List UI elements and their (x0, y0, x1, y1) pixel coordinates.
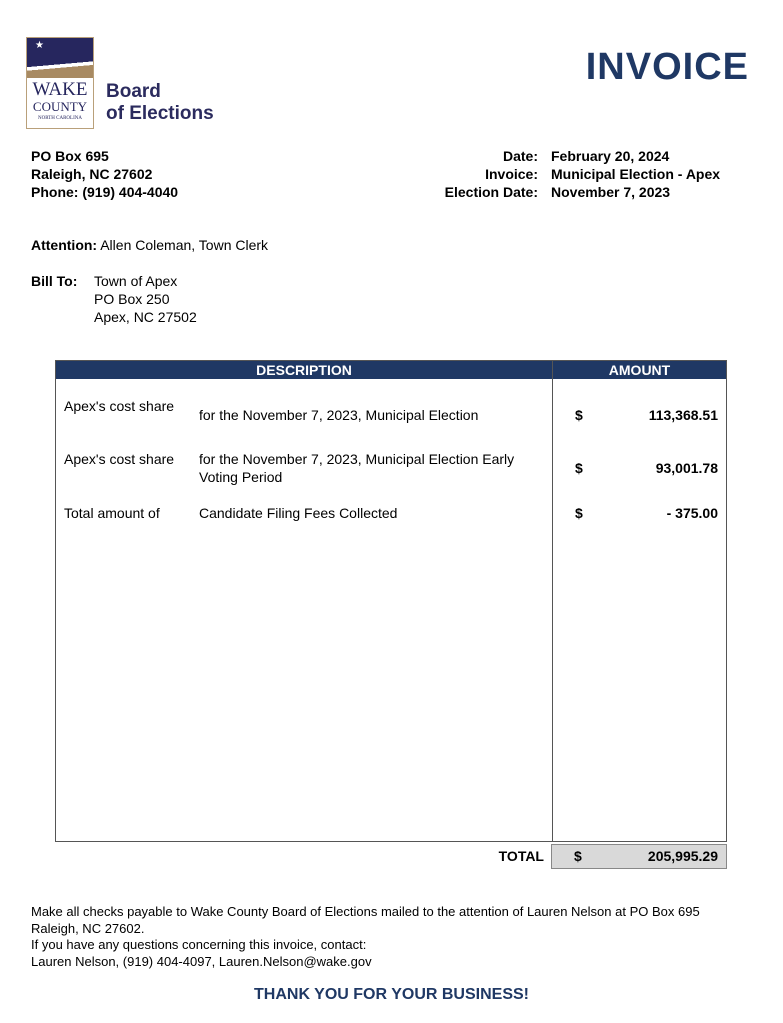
row-amount: 93,001.78 (655, 460, 718, 476)
currency: $ (575, 505, 583, 521)
invoice-table (55, 360, 727, 842)
star-icon: ★ (35, 40, 44, 51)
thank-you: THANK YOU FOR YOUR BUSINESS! (254, 986, 529, 1003)
sender-address: PO Box 695 Raleigh, NC 27602 Phone: (919) 404-4040 (31, 148, 179, 200)
total-label: TOTAL (498, 848, 544, 864)
logo-text: WAKE (32, 79, 88, 100)
logo-text: COUNTY (32, 99, 88, 114)
currency: $ (575, 460, 583, 476)
board-of-elections-name: Board of Elections (106, 81, 214, 124)
row-item: Apex's cost share (64, 398, 175, 414)
row-item: Apex's cost share (64, 451, 175, 467)
row-desc: for the November 7, 2023, Municipal Election (199, 407, 479, 423)
bill-to-address: Town of Apex PO Box 250 Apex, NC 27502 (94, 273, 197, 325)
description-header: DESCRIPTION (56, 361, 552, 379)
meta-labels: Date: Invoice: Election Date: (444, 148, 538, 200)
currency: $ (574, 848, 582, 864)
currency: $ (575, 407, 583, 423)
logo-text: NORTH CAROLINA (37, 116, 82, 121)
payment-instructions: Make all checks payable to Wake County Board of Elections mailed to the attention of Lauren Nelson at PO Box 695 Raleigh, NC 27602. If you have any questions concerning this invoice, contact: Lauren Nelson, (919) 404-4097, Lauren.Nelson@wake.gov (31, 904, 700, 969)
meta-values: February 20, 2024 Municipal Election - Apex November 7, 2023 (551, 148, 721, 200)
row-desc: Candidate Filing Fees Collected (199, 505, 398, 521)
row-amount: 113,368.51 (648, 407, 718, 423)
bill-to-label: Bill To: (31, 273, 78, 289)
total-cell (551, 844, 727, 869)
total-amount: 205,995.29 (647, 848, 718, 864)
attention: Attention: Allen Coleman, Town Clerk (31, 237, 269, 253)
row-amount: - 375.00 (666, 505, 718, 521)
row-desc: for the November 7, 2023, Municipal Election Early Voting Period (199, 451, 515, 485)
wake-county-logo (26, 37, 94, 129)
row-item: Total amount of (64, 505, 160, 521)
invoice-title: INVOICE (585, 46, 749, 88)
amount-header: AMOUNT (553, 361, 726, 379)
